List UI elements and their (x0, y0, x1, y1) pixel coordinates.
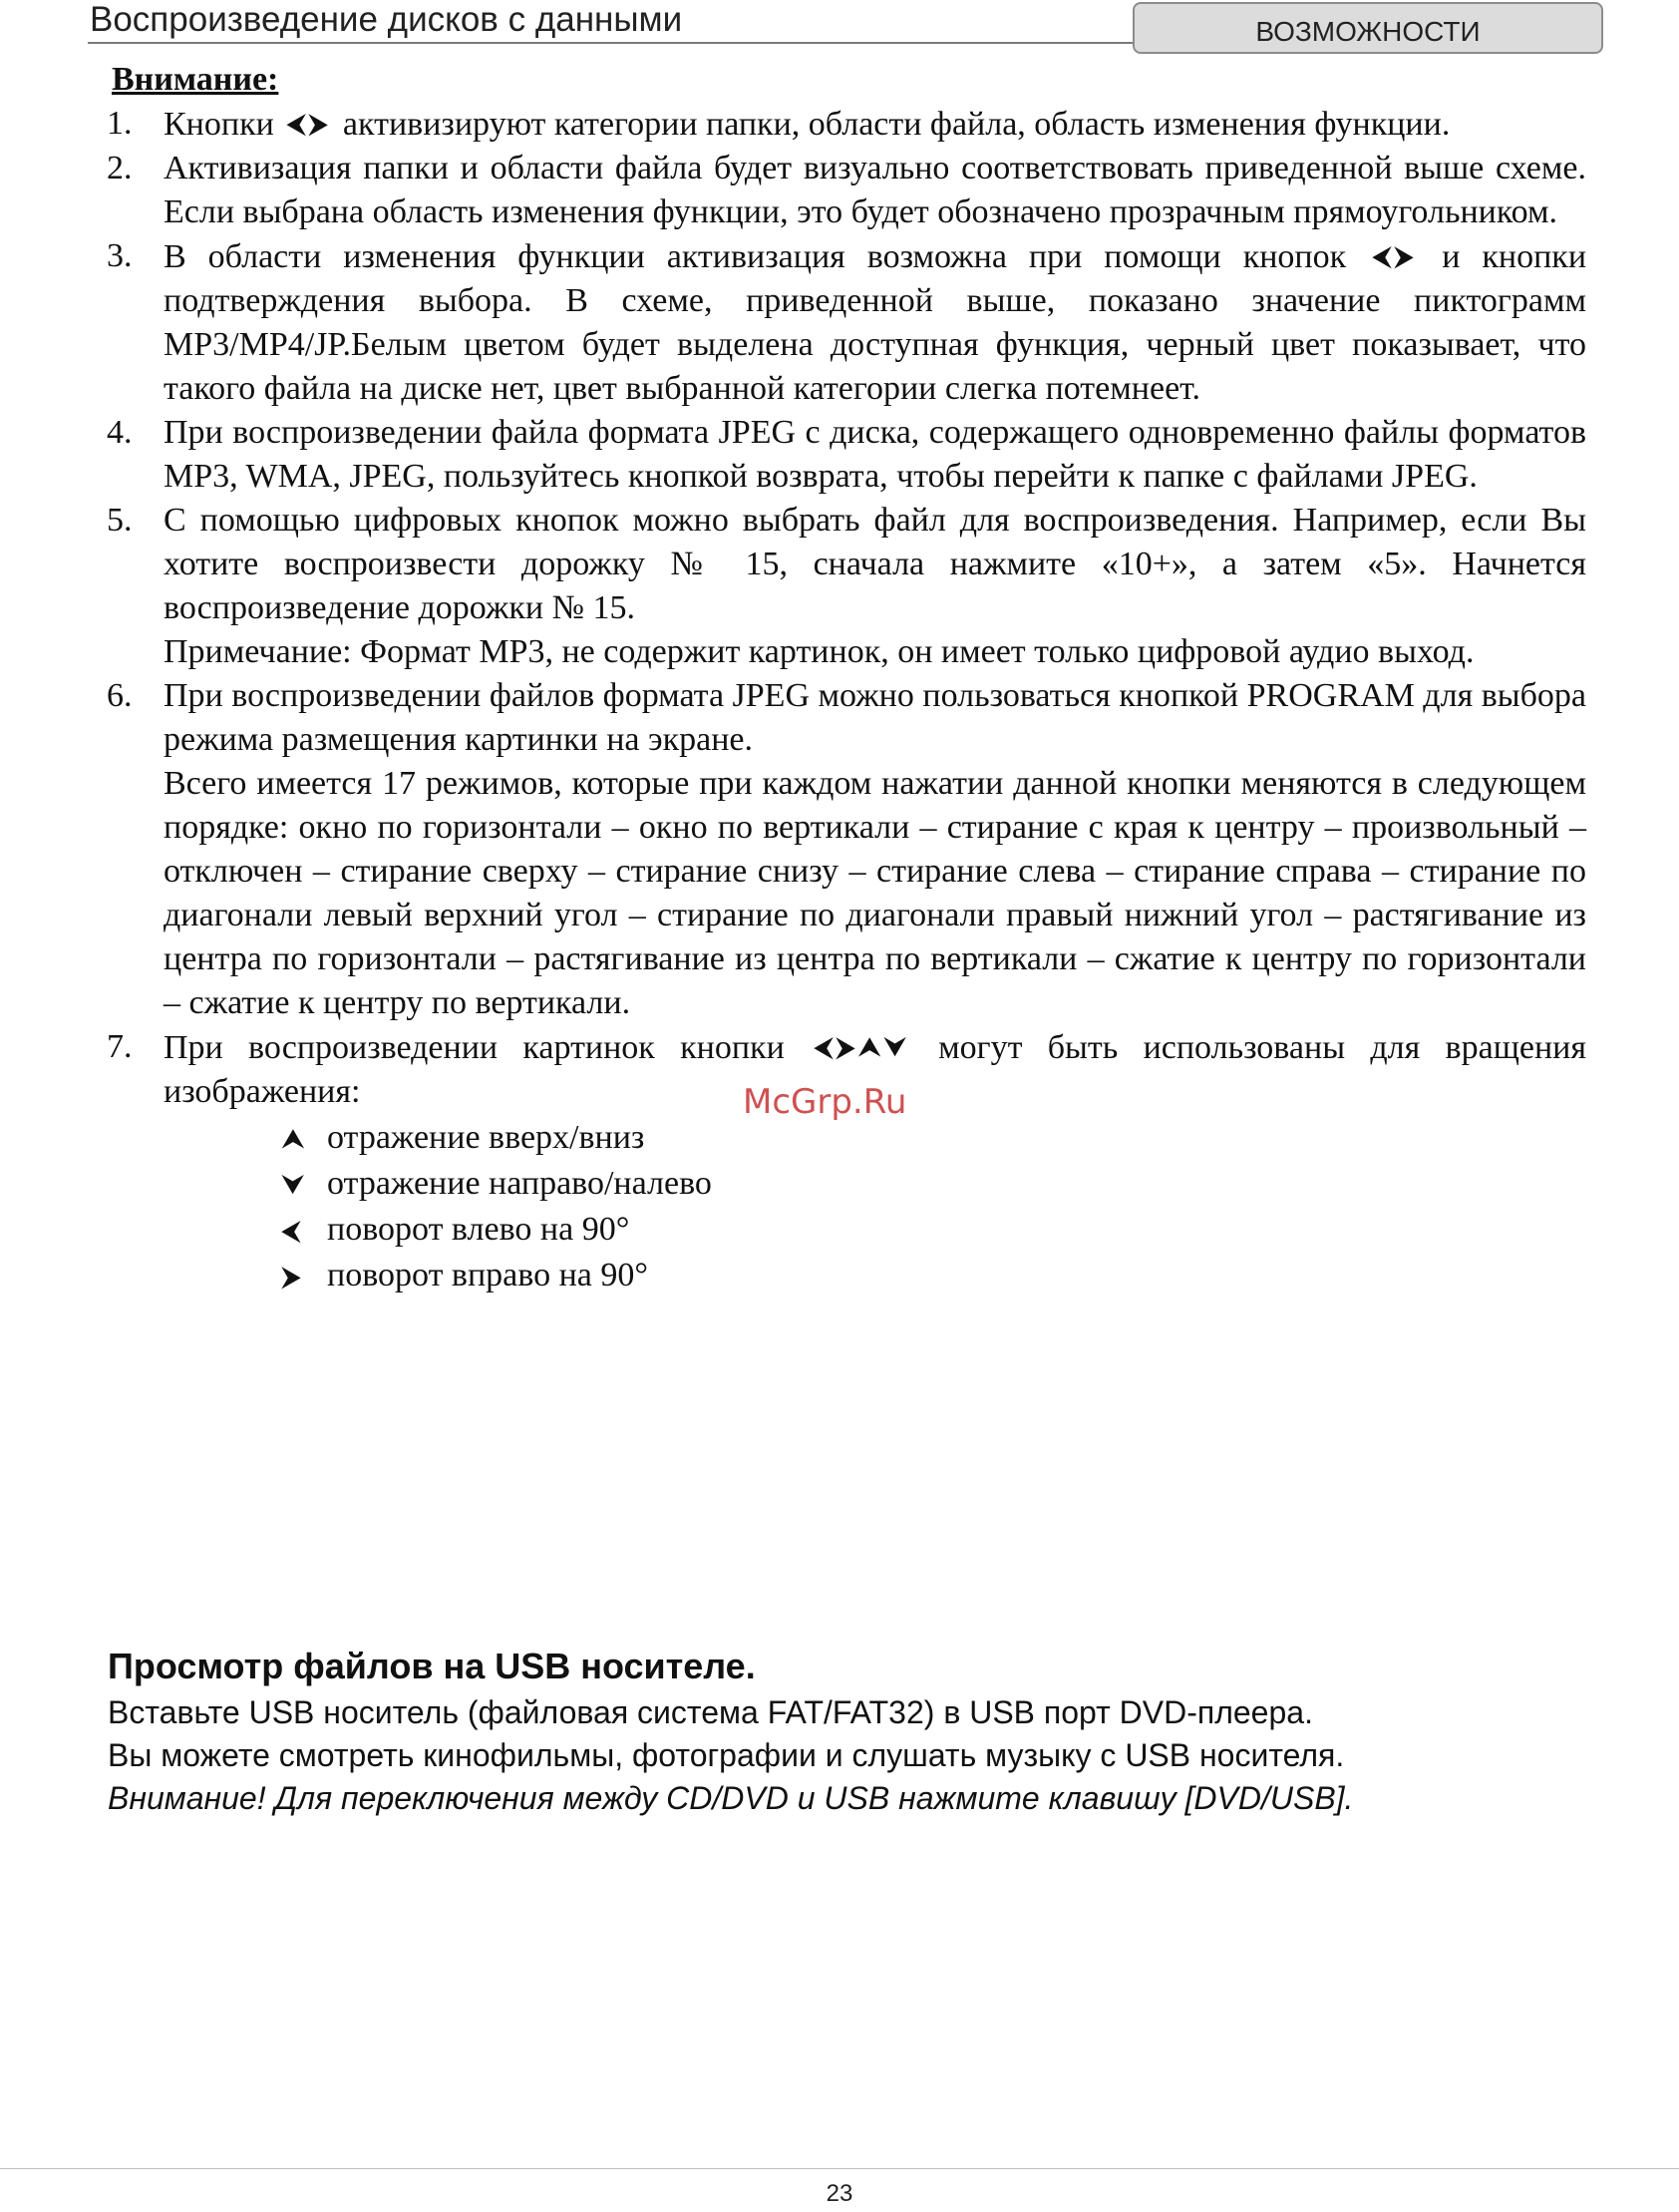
item-text-post: и кнопки подтверждения выбора. В схеме, приведенной выше, показано значение пиктограмм MP3/MP4/JP.Белым цветом будет выделена доступная функция, черный цвет показывает, что такого файла на диске нет, цвет выбранной категории слегка потемнеет. (164, 238, 1587, 407)
item-number: 5. (107, 502, 133, 539)
item-number: 6. (107, 677, 133, 714)
item-text-pre: При воспроизведении картинок кнопки (164, 1029, 785, 1066)
header-rule (88, 42, 1135, 44)
usb-section (108, 1644, 1353, 1820)
list-item (0, 234, 1679, 411)
item-text-post: могут быть использованы для вращения изображения: (164, 1029, 1587, 1110)
usb-heading: Просмотр файлов на USB носителе. (108, 1646, 756, 1686)
right-arrow-icon: ⮞ (281, 1260, 302, 1292)
list-item (0, 674, 1679, 762)
item-text: Активизация папки и области файла будет визуально соответствовать приведенной выше схеме. Если выбрана область изменения функции, это будет обозначено прозрачным прямоугольником. (164, 150, 1586, 230)
watermark: McGrp.Ru (743, 1082, 907, 1122)
rotation-text: отражение вверх/вниз (327, 1119, 645, 1156)
item-text-pre: В области изменения функции активизация возможна при помощи кнопок (164, 238, 1347, 275)
left-right-arrows-icon: ⮜⮞ (1372, 239, 1417, 272)
page-number: 23 (826, 2180, 853, 2207)
down-arrow-icon: ⮟ (281, 1168, 305, 1201)
footer-rule (0, 2168, 1679, 2169)
rotation-item (0, 1208, 1679, 1254)
item-text: При воспроизведении файлов формата JPEG можно пользоваться кнопкой PROGRAM для выбора режима размещения картинки на экране. (164, 677, 1586, 758)
rotation-text: поворот вправо на 90° (327, 1257, 648, 1293)
usb-note: Внимание! Для переключения между CD/DVD и USB нажмите клавишу [DVD/USB]. (108, 1780, 1354, 1816)
item-text-post: активизируют категории папки, области файла, область изменения функции. (342, 106, 1451, 143)
usb-line: Вы можете смотреть кинофильмы, фотографии и слушать музыку с USB носителя. (108, 1737, 1345, 1773)
item-number: 7. (107, 1028, 133, 1065)
list-item (0, 147, 1679, 234)
rotation-text: отражение направо/налево (327, 1165, 712, 1202)
page-header-title: Воспроизведение дисков с данными (90, 0, 683, 39)
usb-line: Вставьте USB носитель (файловая система FAT/FAT32) в USB порт DVD-плеера. (108, 1694, 1313, 1730)
item-number: 4. (107, 414, 133, 451)
item-number: 1. (107, 105, 133, 142)
attention-label: Внимание: (112, 61, 279, 98)
list-item (0, 411, 1679, 499)
item-text-pre: Кнопки (164, 106, 274, 143)
left-right-arrows-icon: ⮜⮞ (286, 107, 331, 140)
rotation-text: поворот влево на 90° (327, 1211, 630, 1248)
list-item (0, 499, 1679, 630)
four-arrows-icon: ⮜⮞⮝⮟ (814, 1030, 909, 1063)
rotation-item (0, 1254, 1679, 1299)
rotation-list (0, 1116, 1679, 1299)
item-text: С помощью цифровых кнопок можно выбрать файл для воспроизведения. Например, если Вы хотите воспроизвести дорожку № 15, сначала нажмите «10+», а затем «5». Начнется воспроизведение дорожки № 15. (164, 502, 1586, 626)
rotation-item (0, 1116, 1679, 1162)
rotation-item (0, 1162, 1679, 1208)
item-note: Всего имеется 17 режимов, которые при каждом нажатии данной кнопки меняются в следующем порядке: окно по горизонтали – окно по вертикали – стирание с края к центру – произвольный – отключен – стирание сверху – стирание снизу – стирание слева – стирание справа – стирание по диагонали левый верхний угол – стирание по диагонали правый нижний угол – растягивание из центра по горизонтали – растягивание из центра по вертикали – сжатие к центру по горизонтали – сжатие к центру по вертикали. (164, 765, 1586, 1021)
up-arrow-icon: ⮝ (281, 1122, 305, 1155)
item-note: Примечание: Формат MP3, не содержит картинок, он имеет только цифровой аудио выход. (164, 633, 1475, 670)
item-text: При воспроизведении файла формата JPEG с диска, содержащего одновременно файлы форматов MP3, WMA, JPEG, пользуйтесь кнопкой возврата, чтобы перейти к папке с файлами JPEG. (164, 414, 1586, 495)
item-number: 2. (107, 150, 133, 186)
section-tab: ВОЗМОЖНОСТИ (1133, 2, 1603, 54)
item-number: 3. (107, 237, 133, 274)
left-arrow-icon: ⮜ (281, 1214, 301, 1247)
list-item (0, 102, 1679, 147)
